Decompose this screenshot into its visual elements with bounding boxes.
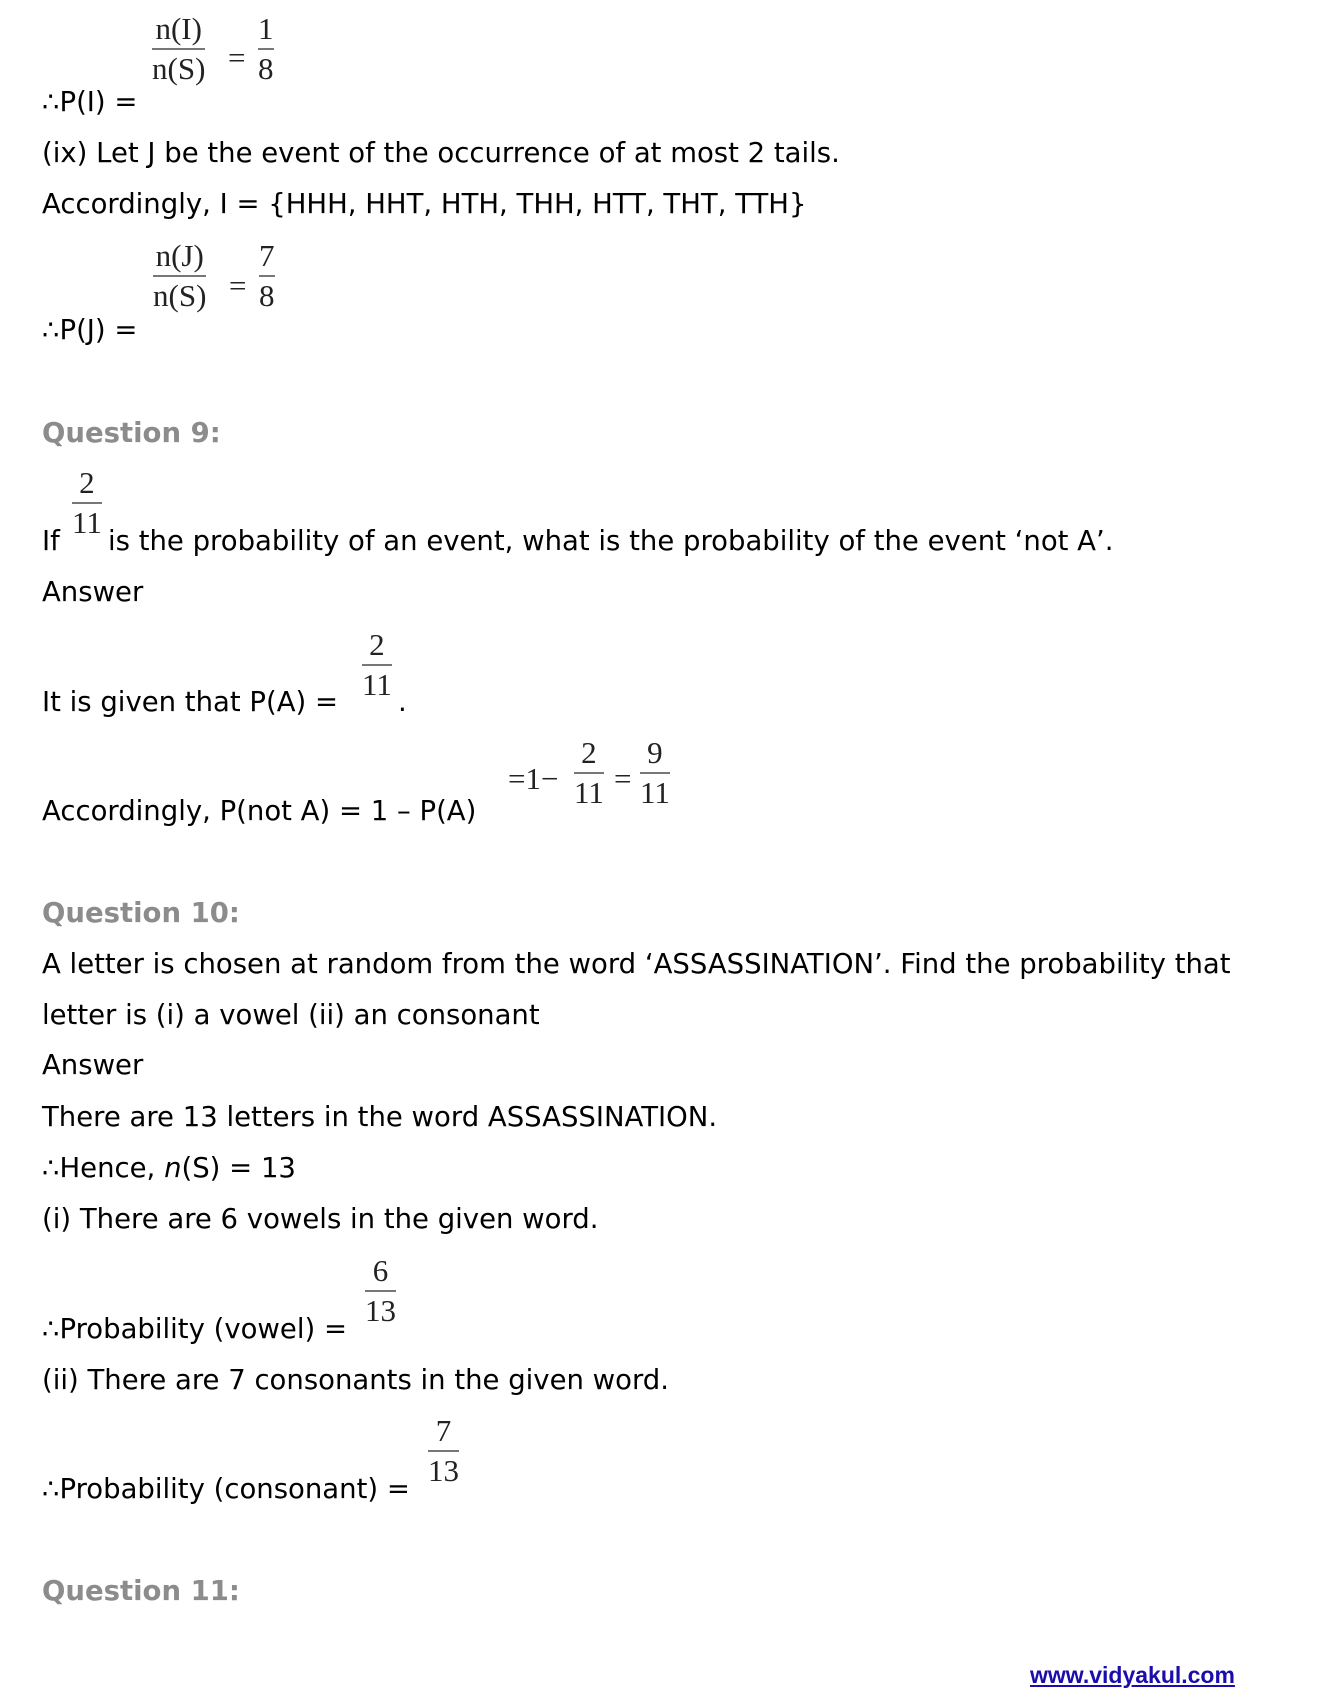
letter-count-statement: There are 13 letters in the word ASSASSINATION. xyxy=(42,1101,718,1133)
consonant-statement: (ii) There are 7 consonants in the given word. xyxy=(42,1364,670,1396)
vidyakul-link[interactable]: www.vidyakul.com xyxy=(1030,1662,1235,1688)
fraction-2-11 xyxy=(362,627,392,702)
question-10-heading: Question 10: xyxy=(42,897,240,929)
numerator: 7 xyxy=(259,238,275,273)
denominator: 11 xyxy=(640,775,670,810)
numerator: 7 xyxy=(435,1413,452,1448)
denominator: 11 xyxy=(362,667,392,702)
fraction-n-j-over-n-s xyxy=(153,238,207,313)
answer-label: Answer xyxy=(42,1049,144,1081)
denominator: 11 xyxy=(574,775,604,810)
numerator: n(I) xyxy=(155,11,202,46)
numerator: 2 xyxy=(369,627,385,662)
part-ix-text: (ix) Let J be the event of the occurrence of at most 2 tails. xyxy=(42,137,840,169)
vowel-statement: (i) There are 6 vowels in the given word. xyxy=(42,1203,599,1235)
denominator: 8 xyxy=(258,51,274,86)
question-9-text: is the probability of an event, what is the probability of the event ‘not A’. xyxy=(108,525,1114,557)
question-10-text-cont: letter is (i) a vowel (ii) an consonant xyxy=(42,999,540,1031)
hence-statement: ∴Hence, n(S) = 13 xyxy=(42,1152,296,1184)
denominator: n(S) xyxy=(153,278,207,313)
numerator: n(J) xyxy=(155,238,204,273)
fraction-9-11 xyxy=(640,735,670,810)
equals-sign: = xyxy=(614,761,632,796)
denominator: 13 xyxy=(365,1293,396,1328)
fraction-7-8 xyxy=(259,238,275,313)
p-i-label: ∴P(I) = xyxy=(42,86,138,118)
answer-label: Answer xyxy=(42,576,144,608)
fraction-1-8 xyxy=(258,11,274,86)
question-11-heading: Question 11: xyxy=(42,1575,240,1607)
numerator: 1 xyxy=(258,11,274,46)
equals-sign: = xyxy=(228,40,246,75)
calc-prefix: =1− xyxy=(508,761,559,796)
numerator: 2 xyxy=(581,735,597,770)
fraction-n-i-over-n-s xyxy=(152,11,206,86)
fraction-2-11 xyxy=(574,735,604,810)
numerator: 2 xyxy=(79,465,95,500)
numerator: 9 xyxy=(647,735,663,770)
denominator: n(S) xyxy=(152,51,206,86)
accordingly-statement: Accordingly, P(not A) = 1 – P(A) xyxy=(42,795,477,827)
p-j-label: ∴P(J) = xyxy=(42,314,138,346)
fraction-2-11 xyxy=(72,465,102,540)
denominator: 8 xyxy=(259,278,275,313)
question-9-prefix: If xyxy=(42,525,60,557)
numerator: 6 xyxy=(372,1253,389,1288)
probability-consonant-label: ∴Probability (consonant) = xyxy=(42,1473,410,1505)
question-9-heading: Question 9: xyxy=(42,417,221,449)
fraction-6-13 xyxy=(365,1253,396,1328)
part-ix-set: Accordingly, I = {HHH, HHT, HTH, THH, HTT, THT, TTH} xyxy=(42,188,807,220)
given-statement: It is given that P(A) = xyxy=(42,686,339,718)
equals-sign: = xyxy=(229,268,247,303)
probability-vowel-label: ∴Probability (vowel) = xyxy=(42,1313,347,1345)
fraction-7-13 xyxy=(428,1413,459,1488)
denominator: 13 xyxy=(428,1453,459,1488)
denominator: 11 xyxy=(72,505,102,540)
period: . xyxy=(398,686,407,718)
question-10-text: A letter is chosen at random from the word ‘ASSASSINATION’. Find the probability that xyxy=(42,948,1231,980)
